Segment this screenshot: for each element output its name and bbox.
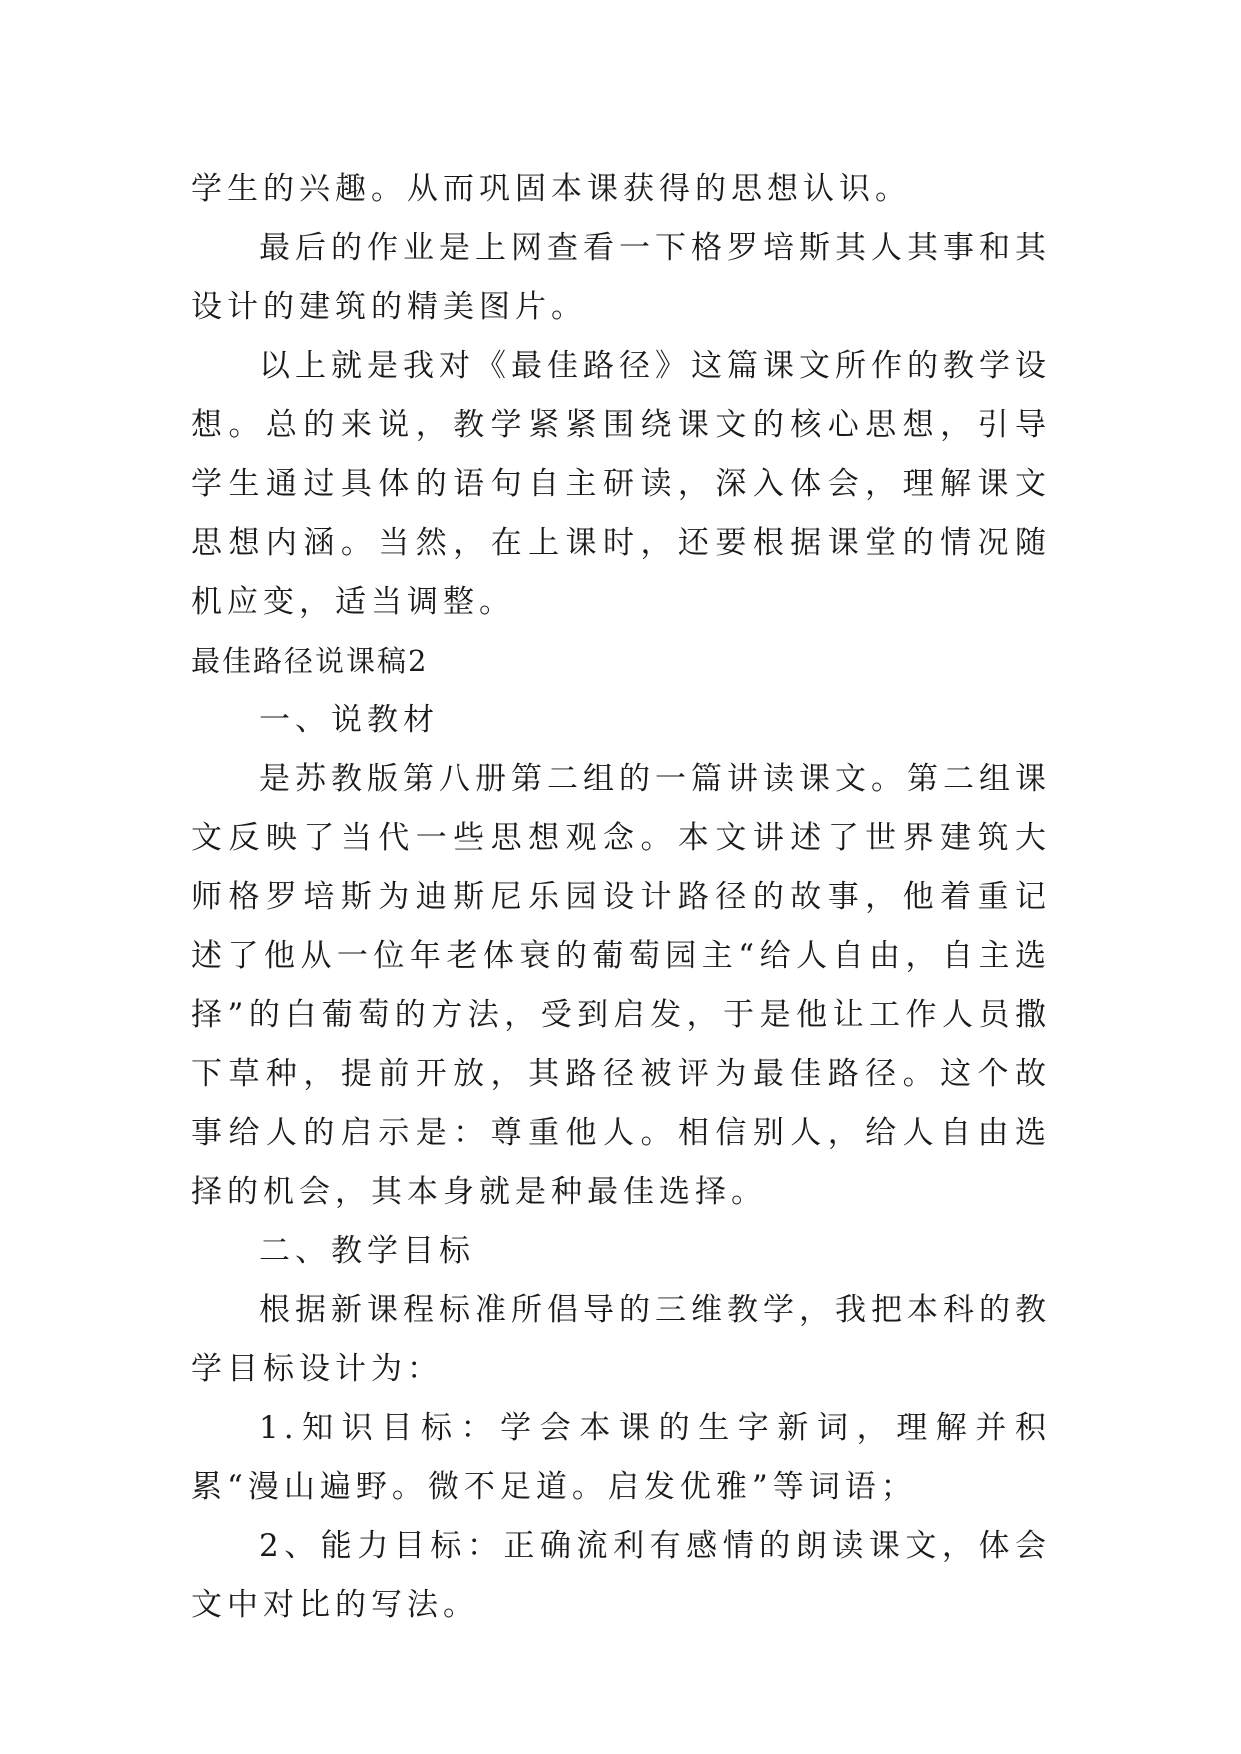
paragraph-knowledge-objective: 1.知识目标：学会本课的生字新词，理解并积累“漫山遍野。微不足道。启发优雅”等词语； [191, 1410, 1051, 1505]
subheading-textbook: 一、说教材 [259, 702, 439, 738]
paragraph-continuation: 学生的兴趣。从而巩固本课获得的思想认识。 [191, 171, 911, 207]
paragraph-homework: 最后的作业是上网查看一下格罗培斯其人其事和其设计的建筑的精美图片。 [191, 230, 1051, 325]
paragraph-summary: 以上就是我对《最佳路径》这篇课文所作的教学设想。总的来说，教学紧紧围绕课文的核心思想，引导学生通过具体的语句自主研读，深入体会，理解课文思想内涵。当然，在上课时，还要根据课堂的情况随机应变，适当调整。 [191, 348, 1051, 620]
subheading-objectives: 二、教学目标 [259, 1233, 475, 1269]
paragraph-textbook: 是苏教版第八册第二组的一篇讲读课文。第二组课文反映了当代一些思想观念。本文讲述了世界建筑大师格罗培斯为迪斯尼乐园设计路径的故事，他着重记述了他从一位年老体衰的葡萄园主“给人自由，自主选择”的白葡萄的方法，受到启发，于是他让工作人员撒下草种，提前开放，其路径被评为最佳路径。这个故事给人的启示是：尊重他人。相信别人，给人自由选择的机会，其本身就是种最佳选择。 [191, 761, 1051, 1210]
paragraph-objectives-intro: 根据新课程标准所倡导的三维教学，我把本科的教学目标设计为： [191, 1292, 1051, 1387]
section-title: 最佳路径说课稿2 [191, 644, 429, 678]
paragraph-ability-objective: 2、能力目标：正确流利有感情的朗读课文，体会文中对比的写法。 [191, 1528, 1051, 1623]
document-body [191, 160, 1051, 1635]
